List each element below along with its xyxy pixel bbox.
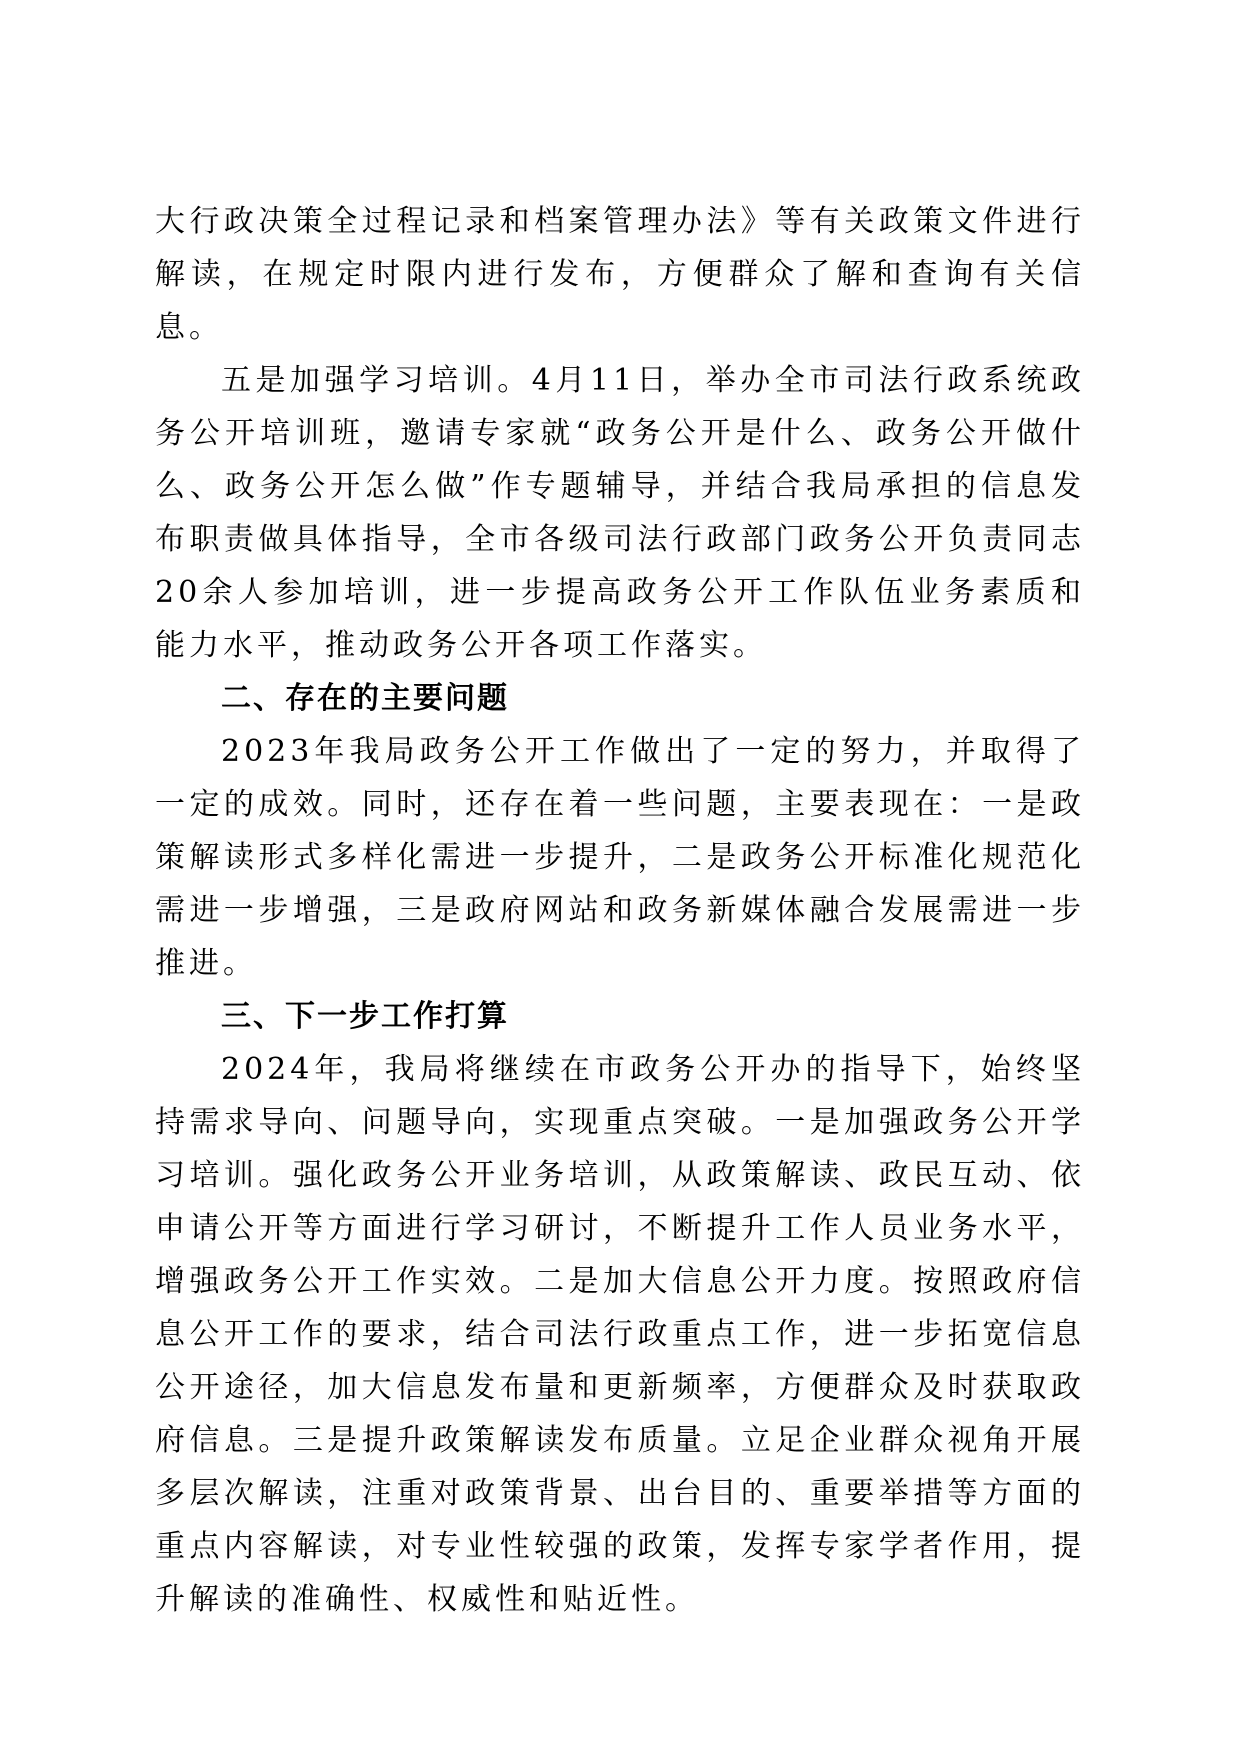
document-body <box>155 195 1085 1626</box>
paragraph-training: 五是加强学习培训。4月11日，举办全市司法行政系统政务公开培训班，邀请专家就“政务公开是什么、政务公开做什么、政务公开怎么做”作专题辅导，并结合我局承担的信息发布职责做具体指导，全市各级司法行政部门政务公开负责同志20余人参加培训，进一步提高政务公开工作队伍业务素质和能力水平，推动政务公开各项工作落实。 <box>155 363 1085 663</box>
paragraph-next-steps: 2024年，我局将继续在市政务公开办的指导下，始终坚持需求导向、问题导向，实现重点突破。一是加强政务公开学习培训。强化政务公开业务培训，从政策解读、政民互动、依申请公开等方面进行学习研讨，不断提升工作人员业务水平，增强政务公开工作实效。二是加大信息公开力度。按照政府信息公开工作的要求，结合司法行政重点工作，进一步拓宽信息公开途径，加大信息发布量和更新频率，方便群众及时获取政府信息。三是提升政策解读发布质量。立足企业群众视角开展多层次解读，注重对政策背景、出台目的、重要举措等方面的重点内容解读，对专业性较强的政策，发挥专家学者作用，提升解读的准确性、权威性和贴近性。 <box>155 1052 1085 1617</box>
section-heading-next-steps: 三、下一步工作打算 <box>221 999 509 1034</box>
continuation-paragraph: 大行政决策全过程记录和档案管理办法》等有关政策文件进行解读，在规定时限内进行发布，方便群众了解和查询有关信息。 <box>155 204 1085 345</box>
section-heading-problems: 二、存在的主要问题 <box>221 681 509 716</box>
paragraph-problems: 2023年我局政务公开工作做出了一定的努力，并取得了一定的成效。同时，还存在着一些问题，主要表现在：一是政策解读形式多样化需进一步提升，二是政务公开标准化规范化需进一步增强，三是政府网站和政务新媒体融合发展需进一步推进。 <box>155 734 1085 981</box>
